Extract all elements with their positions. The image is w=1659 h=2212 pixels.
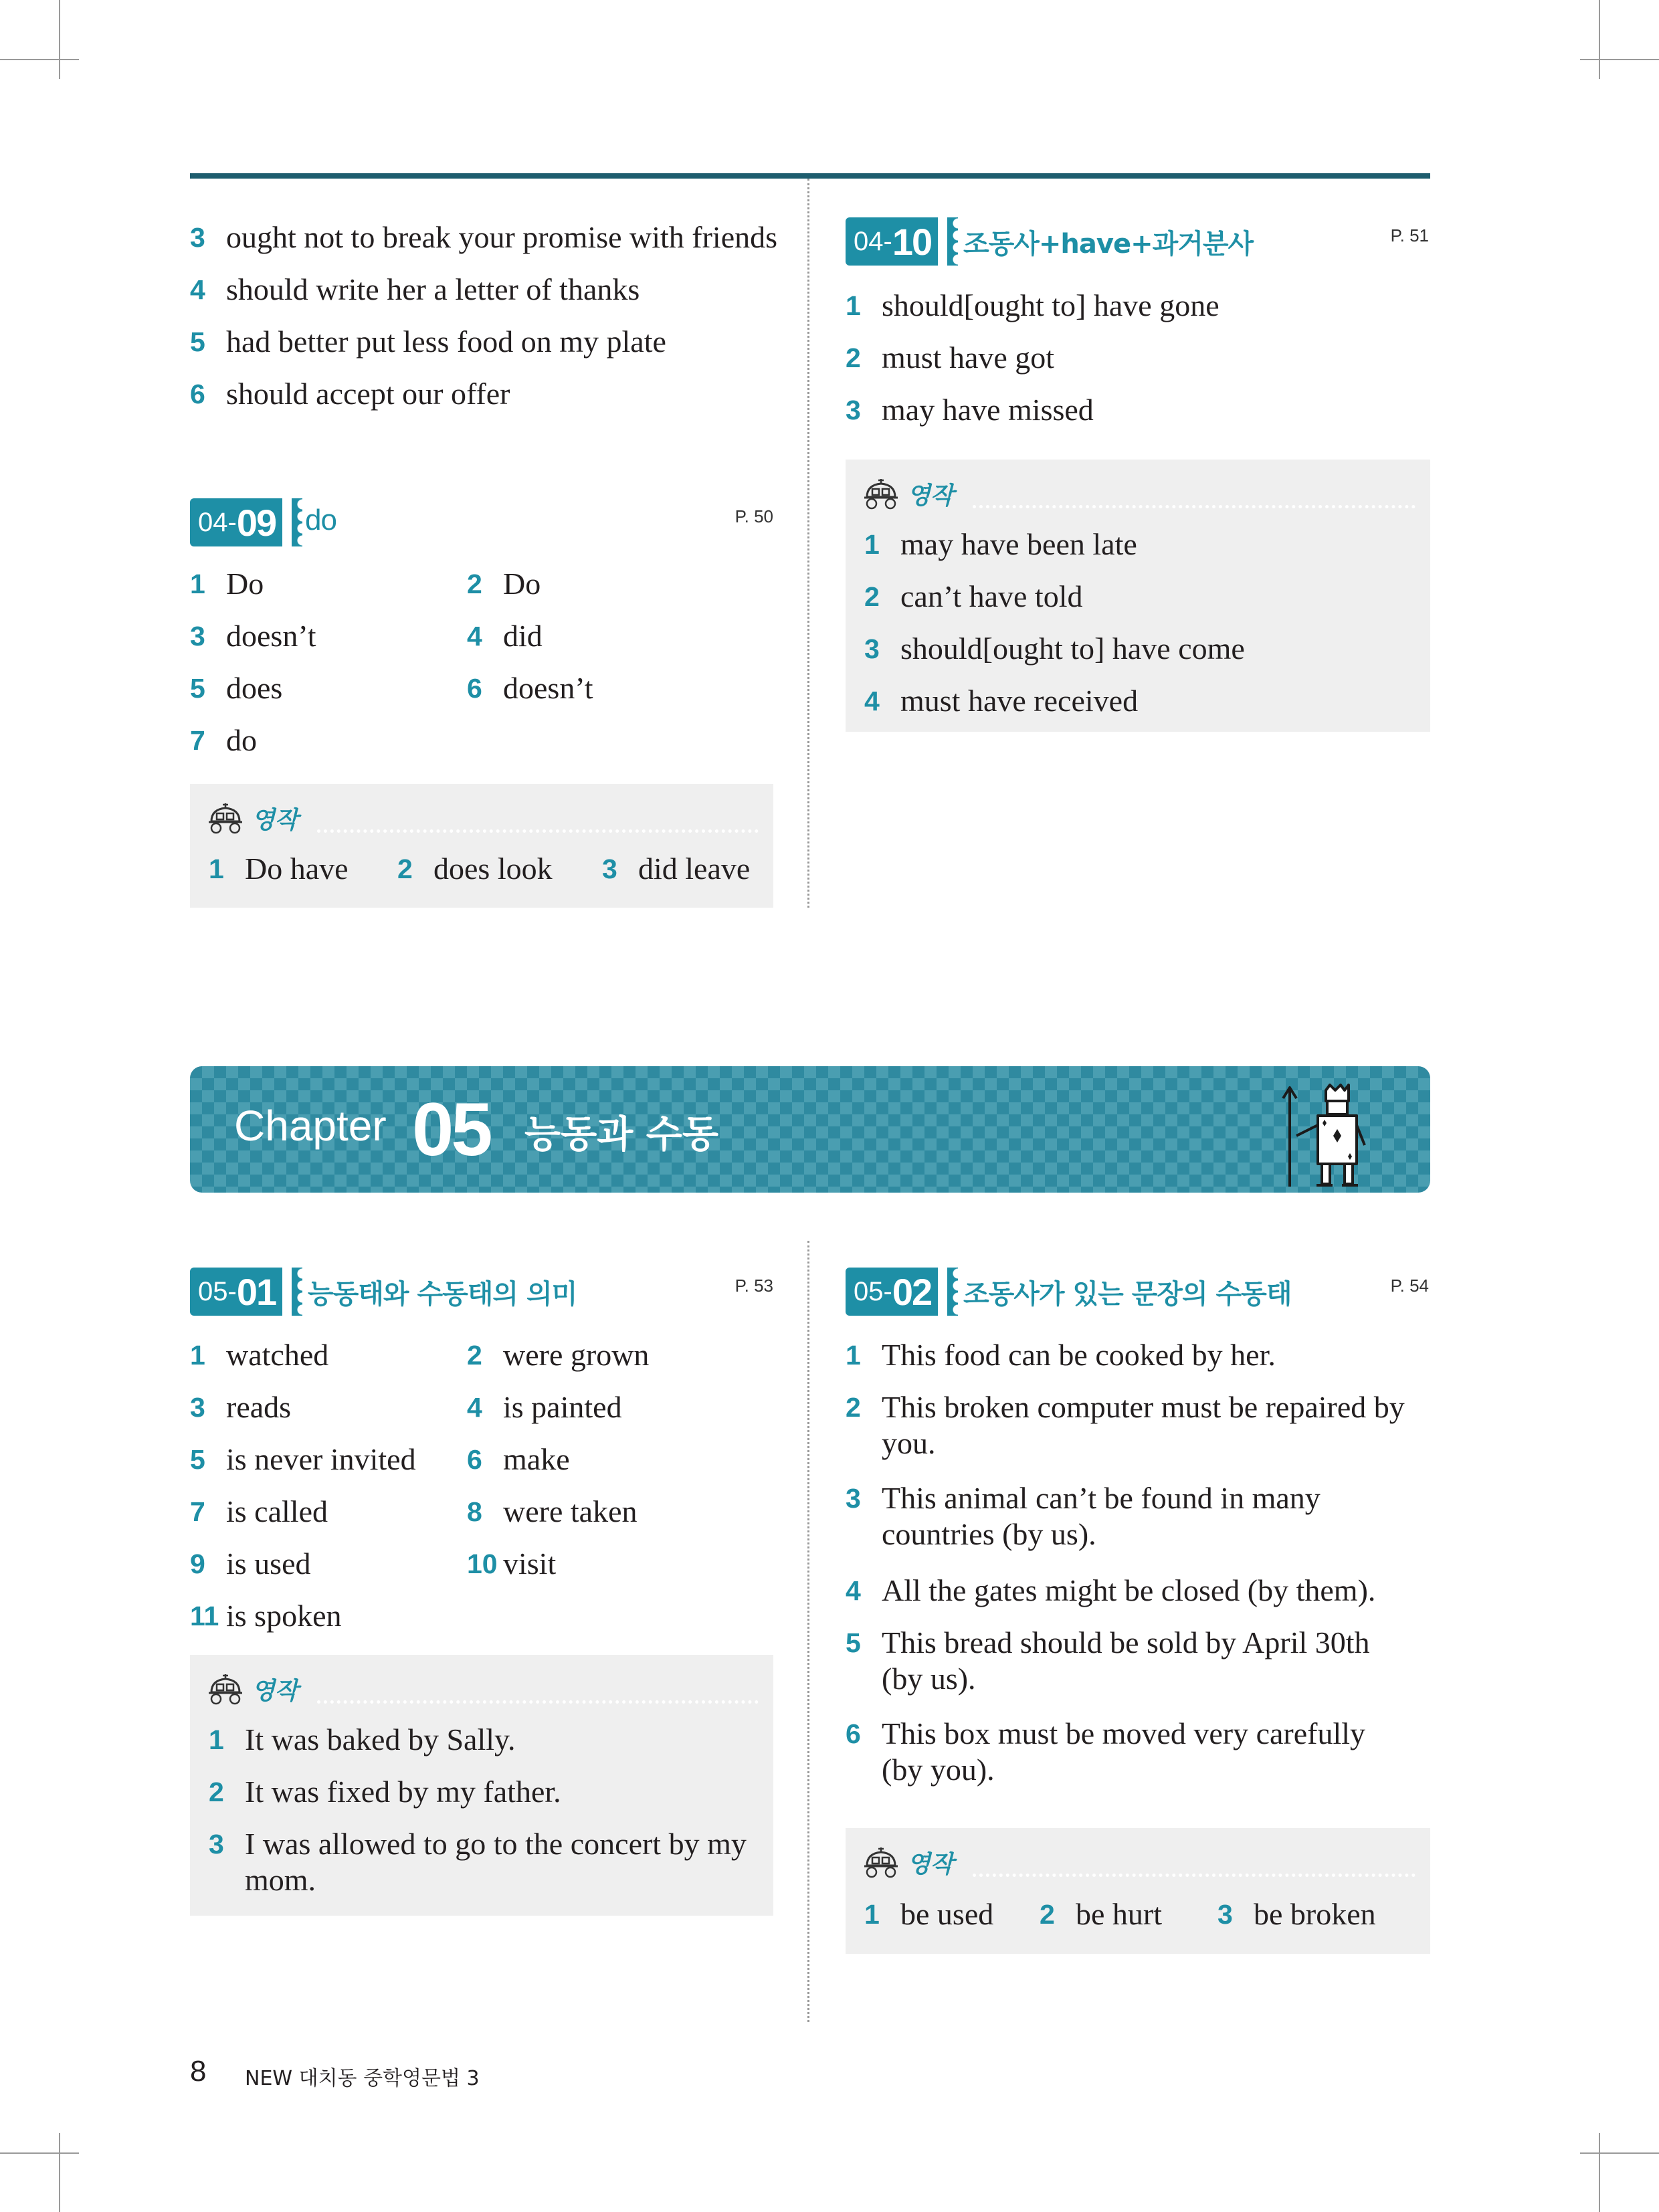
page-number: 8 — [190, 2055, 207, 2088]
section-title: 조동사가 있는 문장의 수동태 — [963, 1279, 1292, 1310]
writing-header — [206, 801, 298, 835]
page-reference: P. 50 — [735, 506, 773, 526]
crop-mark — [0, 2152, 79, 2154]
page-reference: P. 54 — [1390, 1276, 1429, 1296]
crop-mark — [0, 59, 79, 60]
writing-header — [206, 1672, 298, 1706]
writing-box: 영작 1 Do have 2 does look 3 did leave — [190, 784, 773, 908]
page-reference: P. 51 — [1390, 225, 1429, 245]
crop-mark — [1580, 59, 1659, 60]
crop-mark — [1580, 2152, 1659, 2154]
badge-tail — [947, 1268, 958, 1316]
carriage-icon — [862, 1845, 900, 1879]
badge-tail — [292, 498, 302, 546]
crop-mark — [59, 0, 60, 79]
section-title: do — [305, 504, 336, 536]
writing-box: 영작 1 may have been late 2 can’t have told 3 should[ought to] have come 4 must have received — [846, 460, 1430, 732]
chapter-label: Chapter — [234, 1102, 387, 1150]
section-badge: 04- 09 — [190, 498, 282, 546]
column-divider — [807, 1241, 809, 2022]
badge-tail — [292, 1268, 302, 1316]
section-title: 능동태와 수동태의 의미 — [308, 1279, 577, 1310]
section-badge: 05- 01 — [190, 1268, 282, 1316]
section-title: 조동사+have+과거분사 — [963, 229, 1254, 260]
writing-box: 영작 1 be used 2 be hurt 3 be broken — [846, 1828, 1430, 1954]
crop-mark — [59, 2133, 60, 2212]
chapter-banner — [190, 1066, 1430, 1193]
writing-header — [862, 1845, 954, 1879]
carriage-icon — [862, 477, 900, 510]
writing-label: 영작 — [907, 482, 954, 510]
chapter-number: 05 — [412, 1088, 490, 1171]
writing-label: 영작 — [252, 806, 298, 834]
carriage-icon — [206, 801, 245, 835]
writing-header — [862, 477, 954, 510]
crop-mark — [1599, 0, 1600, 79]
section-badge: 05- 02 — [846, 1268, 938, 1316]
badge-tail — [947, 217, 958, 266]
dotted-separator — [317, 829, 759, 833]
section-header-04-10 — [846, 217, 1429, 266]
writing-label: 영작 — [252, 1677, 298, 1705]
writing-box: 영작 1 It was baked by Sally. 2 It was fixed by my father. 3 I was allowed to go to the concert by my mom. — [190, 1655, 773, 1916]
book-title: NEW 대치동 중학영문법 3 — [245, 2067, 480, 2090]
column-divider — [807, 179, 809, 908]
section-header-04-09 — [190, 498, 773, 546]
dotted-separator — [973, 1874, 1416, 1877]
section-header-05-02 — [846, 1268, 1429, 1316]
page-reference: P. 53 — [735, 1276, 773, 1296]
writing-label: 영작 — [907, 1850, 954, 1878]
section-header-05-01 — [190, 1268, 773, 1316]
card-soldier-icon — [1278, 1084, 1378, 1188]
chapter-title: 능동과 수동 — [524, 1113, 718, 1157]
dotted-separator — [317, 1700, 759, 1704]
section-badge: 04- 10 — [846, 217, 938, 266]
crop-mark — [1599, 2133, 1600, 2212]
carriage-icon — [206, 1672, 245, 1706]
dotted-separator — [973, 505, 1416, 508]
top-rule — [190, 173, 1430, 179]
